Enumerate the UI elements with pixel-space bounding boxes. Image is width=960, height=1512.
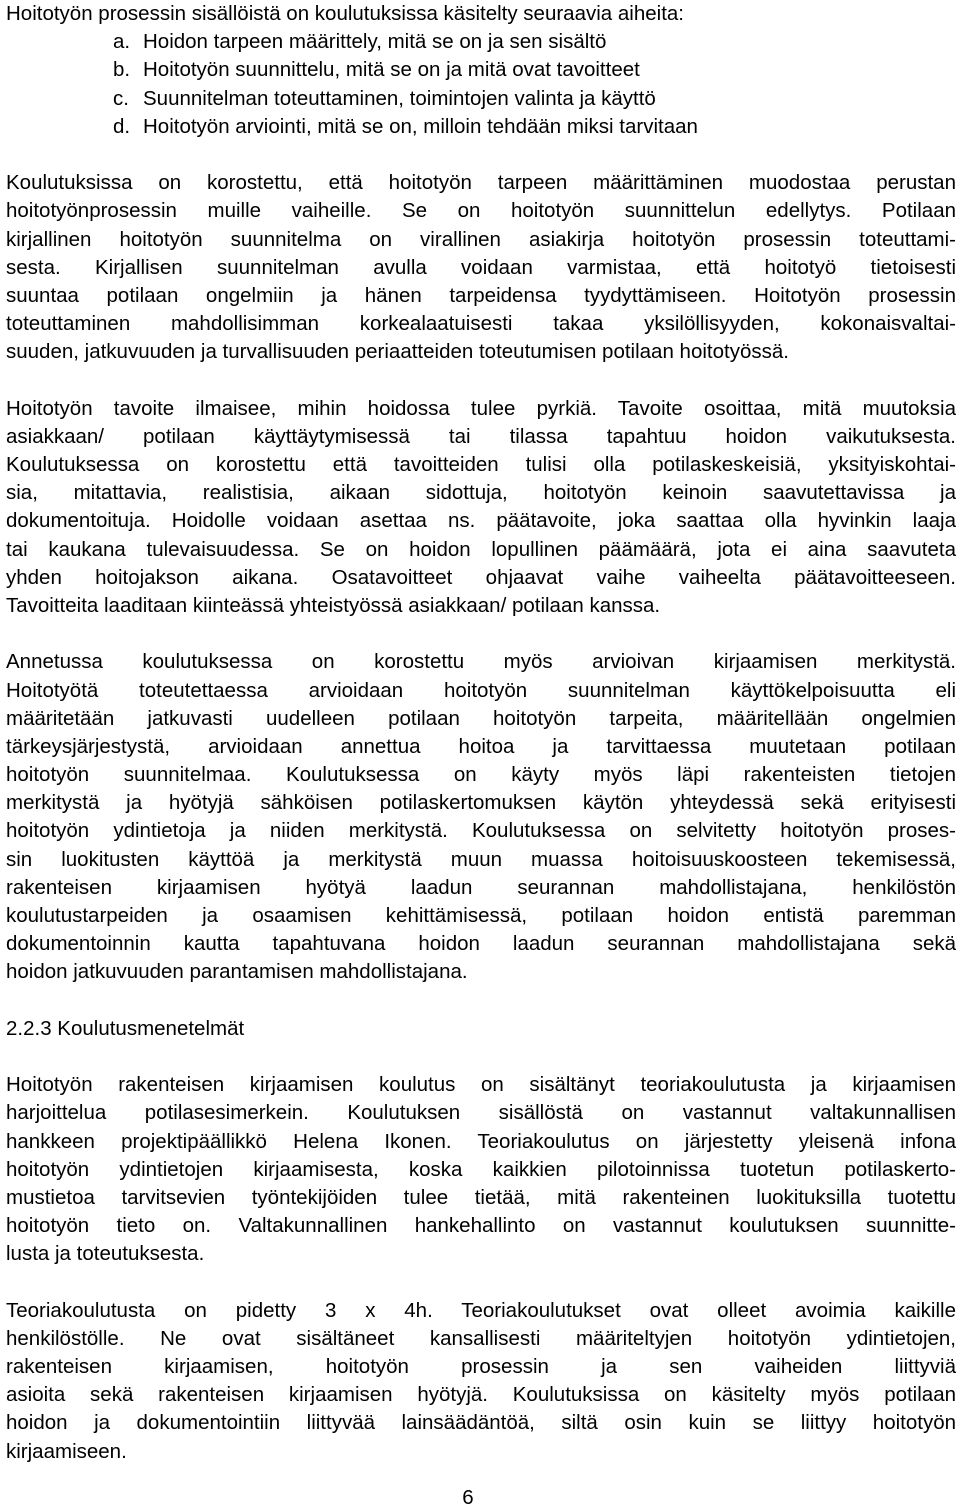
text-line: Hoitotyötä toteutettaessa arvioidaan hoitotyön suunnitelman käyttökelpoisuutta eli [6,678,956,702]
text-line: lusta ja toteutuksesta. [6,1242,205,1266]
text-line: asioita sekä rakenteisen kirjaamisen hyötyjä. Koulutuksissa on käsitelty myös potilaan [6,1383,956,1407]
text-line: hoidon ja dokumentointiin liittyvää lainsäädäntöä, siltä osin kuin se liittyy hoitotyön [6,1411,956,1435]
paragraph-gap [6,987,956,1015]
list-marker: d. [113,114,131,138]
list-item-text: Hoitotyön arviointi, mitä se on, milloin tehdään miksi tarvitaan [143,114,698,138]
paragraph-gap [6,1268,956,1296]
paragraph-4 [6,1071,956,1268]
text-line: määritetään jatkuvasti uudelleen potilaan hoitotyön tarpeita, määritellään ongelmien [6,706,956,730]
text-line: hoitotyön ydintietoja ja niiden merkitystä. Koulutuksessa on selvitetty hoitotyön proses- [6,819,956,843]
page-number: 6 [462,1486,474,1509]
text-line: koulutustarpeiden ja osaamisen kehittämisessä, potilaan hoidon entistä paremman [6,904,956,927]
text-line: Koulutuksessa on korostettu että tavoitteiden tulisi olla potilaskeskeisiä, yksityiskohtai- [6,453,956,476]
text-line: hoitotyön suunnitelmaa. Koulutuksessa on käyty myös läpi rakenteisten tietojen [6,763,956,787]
text-line: dokumentoinnin kautta tapahtuvana hoidon laadun seurannan mahdollistajana sekä [6,932,956,956]
text-line: hoitotyön tieto on. Valtakunnallinen hankehallinto on vastannut koulutuksen suunnitte- [6,1214,956,1238]
list-item [6,28,956,56]
document-page [6,0,956,1466]
text-line: henkilöstölle. Ne ovat sisältäneet kansallisesti määriteltyjen hoitotyön ydintietojen, [6,1326,956,1350]
text-line: Hoitotyön tavoite ilmaisee, mihin hoidossa tulee pyrkiä. Tavoite osoittaa, mitä muutoksia [6,396,956,420]
text-line: Tavoitteita laaditaan kiinteässä yhteistyössä asiakkaan/ potilaan kanssa. [6,593,661,617]
list-item [6,85,956,113]
text-line: rakenteisen kirjaamisen hyötyä laadun seurannan mahdollistajana, henkilöstön [6,875,956,899]
text-line: Teoriakoulutusta on pidetty 3 x 4h. Teoriakoulutukset ovat olleet avoimia kaikille [6,1298,956,1322]
paragraph-gap [6,620,956,648]
text-line: sin luokitusten käyttöä ja merkitystä muun muassa hoitoisuuskoosteen tekemisessä, [6,847,956,871]
paragraph-1 [6,169,956,366]
paragraph-gap [6,366,956,394]
text-line: asiakkaan/ potilaan käyttäytymisessä tai tilassa tapahtuu hoidon vaikutuksesta. [6,424,956,448]
text-line: sesta. Kirjallisen suunnitelman avulla voidaan varmistaa, että hoitotyö tietoisesti [6,255,956,279]
text-line: mustietoa tarvitsevien työntekijöiden tulee tietää, mitä rakenteinen luokituksilla tuotettu [6,1185,956,1209]
paragraph-5 [6,1297,956,1466]
text-line: kirjallinen hoitotyön suunnitelma on virallinen asiakirja hoitotyön prosessin toteuttami- [6,227,956,251]
text-line: Koulutuksissa on korostettu, että hoitotyön tarpeen määrittäminen muodostaa perustan [6,171,956,195]
text-line: hoidon jatkuvuuden parantamisen mahdollistajana. [6,960,468,984]
text-line: hoitotyön ydintietojen kirjaamisesta, koska kaikkien pilotoinnissa tuotetun potilaskerto- [6,1157,956,1181]
text-line: Annetussa koulutuksessa on korostettu myös arvioivan kirjaamisen merkitystä. [6,650,956,674]
paragraph-gap [6,1043,956,1071]
list-item [6,113,956,141]
text-line: suuntaa potilaan ongelmiin ja hänen tarpeidensa tyydyttämiseen. Hoitotyön prosessin [6,283,956,307]
text-line: dokumentoituja. Hoidolle voidaan asettaa ns. päätavoite, joka saattaa olla hyvinkin laaja [6,509,956,533]
list-item-text: Hoidon tarpeen määrittely, mitä se on ja sen sisältö [143,30,607,54]
list-item-text: Hoitotyön suunnittelu, mitä se on ja mitä ovat tavoitteet [143,58,640,82]
text-line: merkitystä ja hyötyjä sähköisen potilaskertomuksen käytön yhteydessä sekä erityisesti [6,791,956,815]
section-heading: 2.2.3 Koulutusmenetelmät [6,1016,245,1040]
text-line: yhden hoitojakson aikana. Osatavoitteet ohjaavat vaihe vaiheelta päätavoitteeseen. [6,565,956,589]
text-line: sia, mitattavia, realistisia, aikaan sidottuja, hoitotyön keinoin saavutettavissa ja [6,481,956,505]
topic-list [6,28,956,141]
list-item-text: Suunnitelman toteuttaminen, toimintojen valinta ja käyttö [143,86,656,110]
paragraph-3 [6,648,956,986]
text-line: suuden, jatkuvuuden ja turvallisuuden periaatteiden toteutumisen potilaan hoitotyössä. [6,340,789,364]
text-line: hoitotyönprosessin muille vaiheille. Se on hoitotyön suunnittelun edellytys. Potilaan [6,199,956,223]
text-line: harjoittelua potilasesimerkein. Koulutuksen sisällöstä on vastannut valtakunnallisen [6,1101,956,1125]
list-marker: a. [113,30,131,54]
text-line: tärkeysjärjestystä, arvioidaan annettua hoitoa ja tarvittaessa muutetaan potilaan [6,734,956,758]
paragraph-gap [6,141,956,169]
text-line: toteuttaminen mahdollisimman korkealaatuisesti takaa yksilöllisyyden, kokonaisvaltai- [6,312,956,336]
text-line: rakenteisen kirjaamisen, hoitotyön prosessin ja sen vaiheiden liittyviä [6,1355,956,1378]
paragraph-2 [6,395,956,621]
list-marker: b. [113,58,131,82]
intro-line: Hoitotyön prosessin sisällöistä on koulutuksissa käsitelty seuraavia aiheita: [6,2,684,25]
text-line: Hoitotyön rakenteisen kirjaamisen koulutus on sisältänyt teoriakoulutusta ja kirjaamisen [6,1073,956,1097]
list-marker: c. [113,86,129,110]
list-item [6,56,956,84]
text-line: tai kaukana tulevaisuudessa. Se on hoidon lopullinen päämäärä, jota ei aina saavuteta [6,537,956,561]
text-line: hankkeen projektipäällikkö Helena Ikonen. Teoriakoulutus on järjestetty yleisenä infona [6,1129,956,1153]
text-line: kirjaamiseen. [6,1439,127,1463]
